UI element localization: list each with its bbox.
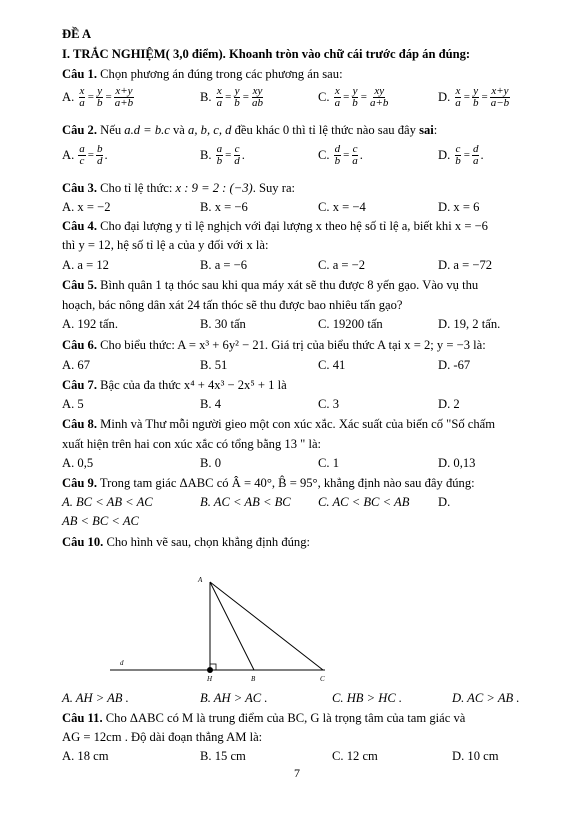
q9-option-d[interactable]: D. [438,495,451,509]
fraction [472,86,480,109]
equals-sign: = [463,90,470,103]
q11-options [62,748,542,764]
numerator: a [79,142,85,155]
segment-ac [210,582,323,670]
q2-option-a[interactable]: A. $\frac{a}{c}$ = $\frac{b}{d}$ . [62,142,108,167]
q11-option-b[interactable]: B. 15 cm [200,749,246,763]
q7-option-c[interactable]: C. 3 [318,397,339,411]
fraction [96,86,104,109]
fraction [334,144,342,167]
denominator: b [96,96,103,109]
denominator: c [79,154,85,167]
q5-option-a[interactable]: A. 192 tấn. [62,317,118,331]
q3-option-a[interactable]: A. x = −2 [62,200,111,214]
numerator: x [216,84,222,97]
question-4: Câu 4. Cho đại lượng y tỉ lệ nghịch với đại lượng x theo hệ số tỉ lệ a, biết khi x = −6 [62,219,488,233]
question-11: Câu 11. Cho ΔABC có M là trung điểm của BC, G là trọng tâm của tam giác và [62,711,466,725]
q6-options [62,357,542,373]
point-h-dot [207,667,213,673]
q5-option-b[interactable]: B. 30 tấn [200,317,246,331]
fraction [96,144,104,167]
label-d: d [120,659,124,667]
q2-option-d[interactable]: D. $\frac{c}{b}$ = $\frac{d}{a}$ . [438,142,484,167]
fraction [351,144,359,167]
numerator: x+y [491,84,509,97]
denominator: a−b [490,96,510,109]
numerator: c [352,142,358,155]
numerator: y [97,84,103,97]
q4-option-a[interactable]: A. a = 12 [62,258,109,272]
q4-option-c[interactable]: C. a = −2 [318,258,366,272]
equals-sign: = [360,90,367,103]
fraction [251,86,264,109]
q1-option-c[interactable]: C. $\frac{x}{a}$ = $\frac{y}{b}$ = $\frac{xy}{a+b}$ [318,84,389,109]
q5-options [62,316,542,332]
q8-option-c[interactable]: C. 1 [318,456,339,470]
fraction [454,144,462,167]
fraction [114,86,134,109]
numerator: y [352,84,358,97]
q10-option-b[interactable]: B. AH > AC . [200,691,268,705]
numerator: a [216,142,223,155]
question-5: Câu 5. Bình quân 1 tạ thóc sau khi qua máy xát sẽ thu được 8 yến gạo. Vào vụ thu [62,278,479,292]
page-number: 7 [294,766,300,780]
denominator: b [216,154,223,167]
fraction [233,86,241,109]
q9-option-b[interactable]: B. AC < AB < BC [200,495,291,509]
numerator: y [234,84,240,97]
denominator: b [455,154,461,167]
denominator: a [334,96,341,109]
equals-sign: = [481,90,488,103]
denominator: a+b [370,96,389,109]
equals-sign: = [105,90,112,103]
question-6: Câu 6. Cho biểu thức: A = x³ + 6y² − 21. Giá trị của biểu thức A tại x = 2; y = −3 là: [62,338,486,352]
numerator: xy [374,84,385,97]
q4-option-d[interactable]: D. a = −72 [438,258,493,272]
q8-options [62,455,542,471]
fraction [351,86,359,109]
question-7: Câu 7. Bậc của đa thức x⁴ + 4x³ − 2x⁵ + 1 là [62,378,287,392]
q6-option-d[interactable]: D. -67 [438,358,471,372]
numerator: x [455,84,461,97]
question-1: Câu 1. Chọn phương án đúng trong các phương án sau: [62,67,343,81]
q8-option-a[interactable]: A. 0,5 [62,456,94,470]
q2-options [62,142,542,168]
equals-sign: = [343,90,350,103]
q7-option-d[interactable]: D. 2 [438,397,460,411]
denominator: d [96,154,103,167]
question-9: Câu 9. Trong tam giác ΔABC có Â = 40°, B̂ = 95°, khẳng định nào sau đây đúng: [62,476,475,490]
fraction [216,144,224,167]
fraction [472,144,480,167]
numerator: x+y [115,84,133,97]
q9-options [62,494,542,510]
fraction [490,86,510,109]
denominator: b [352,96,358,109]
fraction [334,86,342,109]
q4-options [62,257,542,273]
denominator: a+b [114,96,134,109]
q11-option-c[interactable]: C. 12 cm [332,749,378,763]
q6-option-a[interactable]: A. 67 [62,358,90,372]
denominator: a [352,154,358,167]
label-h: H [207,675,213,683]
numerator: d [472,142,479,155]
label-a: A [198,576,203,584]
q1-option-b[interactable]: B. $\frac{x}{a}$ = $\frac{y}{b}$ = $\frac{xy}{ab}$ [200,84,263,109]
section-title: I. TRẮC NGHIỆM( 3,0 điểm). Khoanh tròn vào chữ cái trước đáp án đúng: [62,47,471,61]
q9-option-a[interactable]: A. BC < AB < AC [62,495,153,509]
q9-option-d-text[interactable]: AB < BC < AC [62,514,139,528]
numerator: d [334,142,341,155]
question-4-line2: thì y = 12, hệ số tỉ lệ a của y đối với x là: [62,238,269,252]
numerator: c [455,142,461,155]
equals-sign: = [87,90,94,103]
q4-option-b[interactable]: B. a = −6 [200,258,248,272]
fraction [78,86,86,109]
denominator: a [79,96,85,109]
q1-options [62,84,542,110]
q6-option-c[interactable]: C. 41 [318,358,346,372]
q1-option-d[interactable]: D. $\frac{x}{a}$ = $\frac{y}{b}$ = $\frac{x+y}{a-b}$ [438,84,510,109]
numerator: y [473,84,479,97]
equals-sign: = [242,90,249,103]
equals-sign: = [87,148,94,161]
q7-option-b[interactable]: B. 4 [200,397,221,411]
denominator: ab [252,96,263,109]
equals-sign: = [463,148,470,161]
denominator: b [472,96,479,109]
q7-option-a[interactable]: A. 5 [62,397,84,411]
question-3: Câu 3. Cho tỉ lệ thức: x : 9 = 2 : (−3). Suy ra: [62,181,296,195]
q8-option-b[interactable]: B. 0 [200,456,221,470]
label-c: C [320,675,325,683]
q5-option-d[interactable]: D. 19, 2 tấn. [438,317,501,331]
question-11-line2: AG = 12cm . Độ dài đoạn thẳng AM là: [62,730,263,744]
q2-option-c[interactable]: C. $\frac{d}{b}$ = $\frac{c}{a}$ . [318,142,363,167]
q11-option-d[interactable]: D. 10 cm [452,749,499,763]
q2-option-b[interactable]: B. $\frac{a}{b}$ = $\frac{c}{d}$ . [200,142,245,167]
denominator: b [234,96,240,109]
numerator: x [79,84,85,97]
exam-code: ĐỀ A [62,27,92,41]
question-8: Câu 8. Minh và Thư mỗi người gieo một con xúc xắc. Xác suất của biến cố "Số chấm [62,417,496,431]
q3-option-c[interactable]: C. x = −4 [318,200,366,214]
numerator: b [96,142,103,155]
denominator: a [216,96,223,109]
numerator: c [234,142,240,155]
q3-option-d[interactable]: D. x = 6 [438,200,480,214]
fraction [454,86,462,109]
fraction [369,86,389,109]
q1-option-a[interactable]: A. $\frac{x}{a}$ = $\frac{y}{b}$ = $\frac{x+y}{a+b}$ [62,84,134,109]
question-2: Câu 2. Nếu a.d = b.c và a, b, c, d đều khác 0 thì tỉ lệ thức nào sau đây sai: [62,123,438,137]
segment-ab [210,582,254,670]
q10-option-a[interactable]: A. AH > AB . [62,691,129,705]
q9-option-c[interactable]: C. AC < BC < AB [318,495,410,509]
q5-option-c[interactable]: C. 19200 tấn [318,317,383,331]
fraction [216,86,224,109]
q8-option-d[interactable]: D. 0,13 [438,456,476,470]
q10-options [62,690,542,706]
denominator: d [234,154,240,167]
question-8-line2: xuất hiện trên hai con xúc xắc có tổng bằng 13 " là: [62,437,322,451]
fraction [233,144,241,167]
denominator: a [455,96,461,109]
numerator: x [334,84,340,97]
equals-sign: = [225,90,232,103]
fraction [78,144,86,167]
q7-options [62,396,542,412]
numerator: xy [252,84,263,97]
denominator: b [334,154,341,167]
equals-sign: = [343,148,350,161]
q3-options [62,199,542,215]
equals-sign: = [225,148,232,161]
question-5-line2: hoạch, bác nông dân xát 24 tấn thóc sẽ thu được bao nhiêu tấn gạo? [62,298,403,312]
denominator: a [472,154,479,167]
q6-option-b[interactable]: B. 51 [200,358,228,372]
triangle-figure [110,570,370,685]
label-b: B [251,675,256,683]
question-10: Câu 10. Cho hình vẽ sau, chọn khẳng định đúng: [62,535,311,549]
q11-option-a[interactable]: A. 18 cm [62,749,109,763]
q10-option-c[interactable]: C. HB > HC . [332,691,403,705]
q10-option-d[interactable]: D. AC > AB . [452,691,520,705]
q3-option-b[interactable]: B. x = −6 [200,200,248,214]
